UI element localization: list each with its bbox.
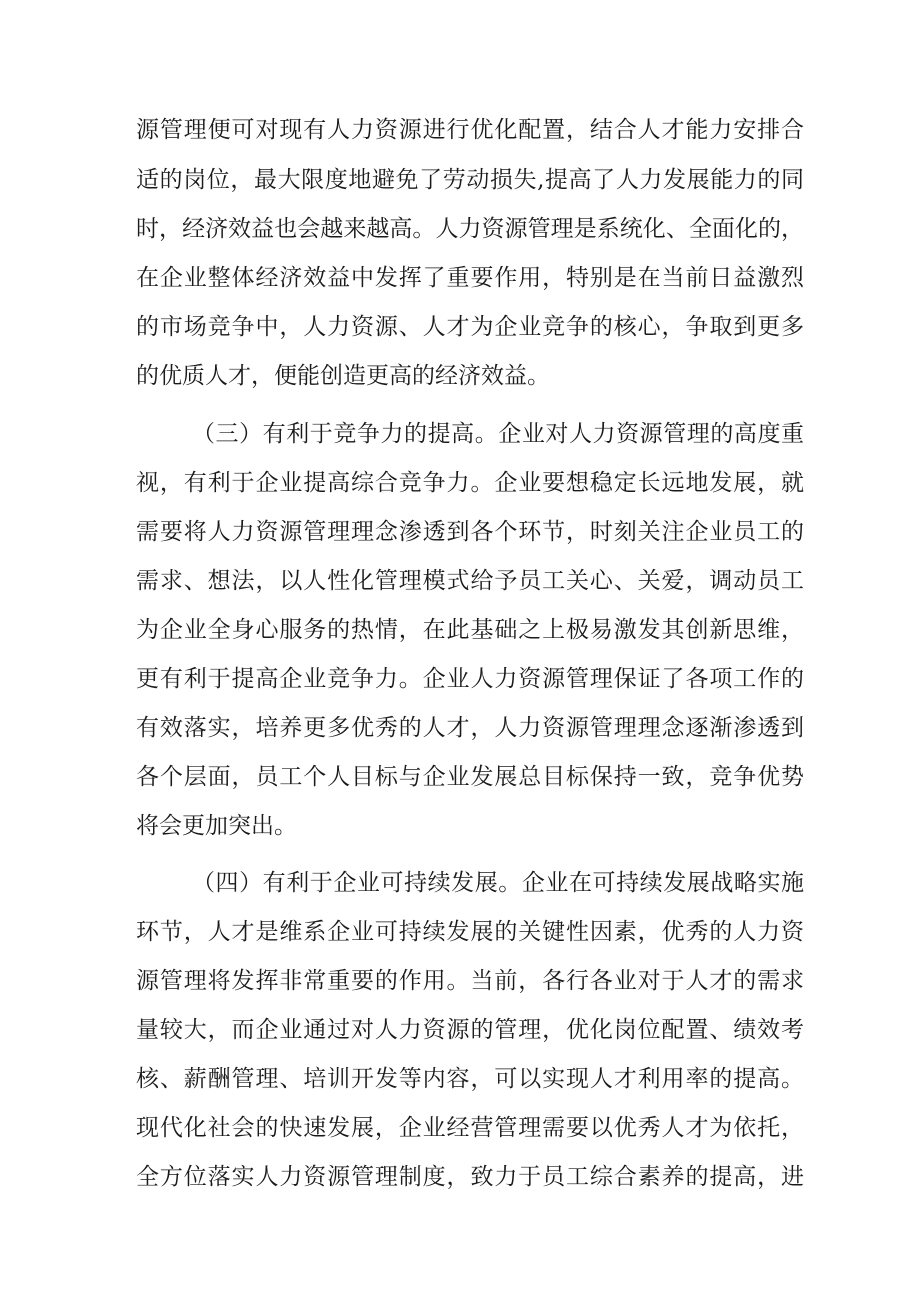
- paragraph-line: 需要将人力资源管理理念渗透到各个环节，时刻关注企业员工的: [136, 519, 804, 545]
- paragraph-line: 更有利于提高企业竞争力。企业人力资源管理保证了各项工作的: [136, 666, 804, 692]
- paragraph-line: 环节，人才是维系企业可持续发展的关键性因素，优秀的人力资: [136, 919, 804, 945]
- paragraph-line: 全方位落实人力资源管理制度，致力于员工综合素养的提高，进: [136, 1164, 804, 1190]
- paragraph-line: 时，经济效益也会越来越高。人力资源管理是系统化、全面化的，: [136, 216, 804, 242]
- paragraph-line: 有效落实，培养更多优秀的人才，人力资源管理理念逐渐渗透到: [136, 715, 804, 741]
- paragraph-line: （四）有利于企业可持续发展。企业在可持续发展战略实施: [192, 870, 804, 896]
- paragraph-line: 将会更加突出。: [136, 813, 297, 839]
- paragraph-line: 需求、想法，以人性化管理模式给予员工关心、关爱，调动员工: [136, 568, 804, 594]
- paragraph-line: 在企业整体经济效益中发挥了重要作用，特别是在当前日益激烈: [136, 265, 804, 291]
- paragraph-line: 源管理将发挥非常重要的作用。当前，各行各业对于人才的需求: [136, 968, 804, 994]
- paragraph-line: 核、薪酬管理、培训开发等内容，可以实现人才利用率的提高。: [136, 1066, 804, 1092]
- paragraph-line: 适的岗位，最大限度地避免了劳动损失,提高了人力发展能力的同: [136, 167, 804, 193]
- paragraph-line: 为企业全身心服务的热情，在此基础之上极易激发其创新思维，: [136, 617, 804, 643]
- paragraph-line: （三）有利于竞争力的提高。企业对人力资源管理的高度重: [192, 421, 804, 447]
- paragraph-line: 的市场竞争中，人力资源、人才为企业竞争的核心，争取到更多: [136, 314, 804, 340]
- paragraph-line: 各个层面，员工个人目标与企业发展总目标保持一致，竞争优势: [136, 764, 804, 790]
- paragraph-line: 视，有利于企业提高综合竞争力。企业要想稳定长远地发展，就: [136, 470, 804, 496]
- paragraph-line: 源管理便可对现有人力资源进行优化配置，结合人才能力安排合: [136, 117, 804, 143]
- paragraph-line: 现代化社会的快速发展，企业经营管理需要以优秀人才为依托，: [136, 1115, 804, 1141]
- paragraph-line: 的优质人才，便能创造更高的经济效益。: [136, 363, 550, 389]
- paragraph-line: 量较大，而企业通过对人力资源的管理，优化岗位配置、绩效考: [136, 1017, 804, 1043]
